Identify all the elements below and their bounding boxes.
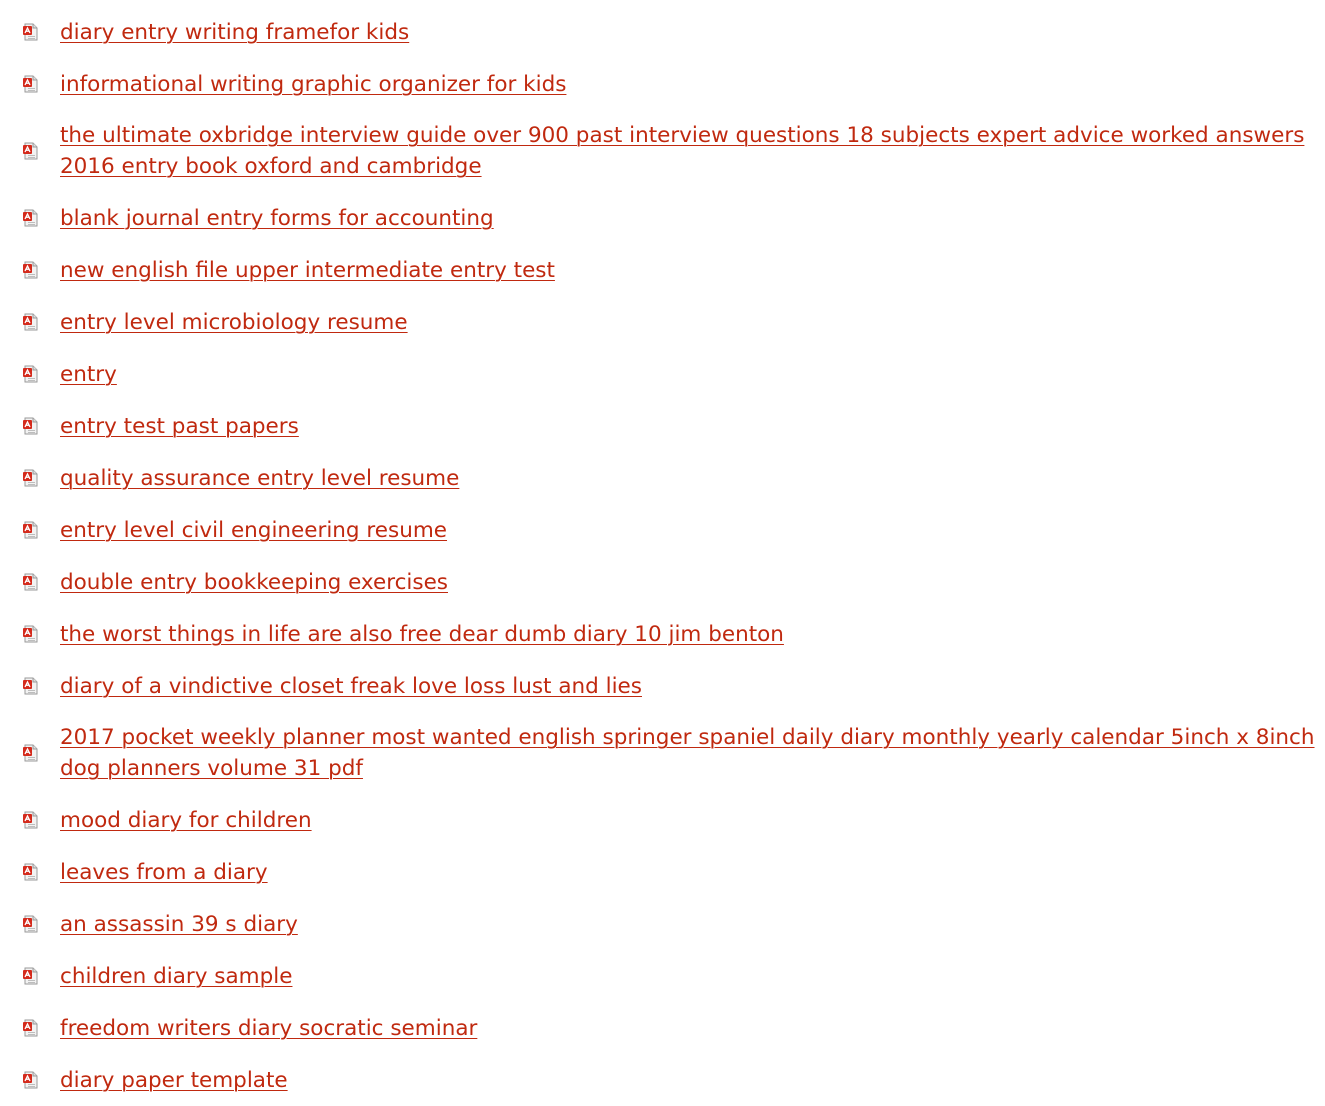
document-link[interactable]: blank journal entry forms for accounting <box>60 205 494 231</box>
document-link[interactable]: new english file upper intermediate entry test <box>60 257 555 283</box>
document-link[interactable]: the worst things in life are also free dear dumb diary 10 jim benton <box>60 621 784 647</box>
document-link[interactable]: quality assurance entry level resume <box>60 465 460 491</box>
pdf-file-icon <box>22 209 40 227</box>
document-link[interactable]: entry <box>60 361 117 387</box>
pdf-file-icon <box>22 469 40 487</box>
pdf-file-icon <box>22 313 40 331</box>
document-link[interactable]: freedom writers diary socratic seminar <box>60 1015 478 1041</box>
list-item <box>0 712 1325 794</box>
pdf-file-icon <box>22 417 40 435</box>
list-item <box>0 400 1325 452</box>
list-item <box>0 556 1325 608</box>
pdf-file-icon <box>22 967 40 985</box>
document-link[interactable]: diary paper template <box>60 1067 288 1093</box>
pdf-file-icon <box>22 744 40 762</box>
pdf-file-icon <box>22 75 40 93</box>
list-item <box>0 608 1325 660</box>
list-item <box>0 504 1325 556</box>
pdf-file-icon <box>22 811 40 829</box>
pdf-file-icon <box>22 23 40 41</box>
document-link[interactable]: mood diary for children <box>60 807 312 833</box>
list-item <box>0 348 1325 400</box>
list-item <box>0 58 1325 110</box>
document-link[interactable]: children diary sample <box>60 963 293 989</box>
pdf-file-icon <box>22 1019 40 1037</box>
pdf-file-icon <box>22 677 40 695</box>
pdf-file-icon <box>22 521 40 539</box>
list-item <box>0 192 1325 244</box>
pdf-file-icon <box>22 625 40 643</box>
document-link[interactable]: informational writing graphic organizer for kids <box>60 71 567 97</box>
document-link[interactable]: diary of a vindictive closet freak love loss lust and lies <box>60 673 642 699</box>
document-link[interactable]: leaves from a diary <box>60 859 268 885</box>
list-item <box>0 296 1325 348</box>
list-item <box>0 898 1325 950</box>
document-link[interactable]: entry level microbiology resume <box>60 309 408 335</box>
list-item <box>0 1002 1325 1054</box>
document-link[interactable]: 2017 pocket weekly planner most wanted english springer spaniel daily diary monthly yearly calendar 5inch x 8inch dog planners volume 31 pdf <box>60 725 1315 781</box>
pdf-file-icon <box>22 573 40 591</box>
list-item <box>0 846 1325 898</box>
pdf-file-icon <box>22 142 40 160</box>
list-item <box>0 794 1325 846</box>
pdf-file-icon <box>22 365 40 383</box>
list-item <box>0 110 1325 192</box>
pdf-file-icon <box>22 863 40 881</box>
document-link[interactable]: diary entry writing framefor kids <box>60 19 410 45</box>
list-item <box>0 6 1325 58</box>
list-item <box>0 660 1325 712</box>
document-link[interactable]: the ultimate oxbridge interview guide over 900 past interview questions 18 subjects expert advice worked answers 2016 entry book oxford and cambridge <box>60 123 1305 179</box>
list-item <box>0 244 1325 296</box>
document-link[interactable]: entry test past papers <box>60 413 299 439</box>
list-item <box>0 950 1325 1002</box>
pdf-file-icon <box>22 1071 40 1089</box>
list-item <box>0 452 1325 504</box>
document-link[interactable]: double entry bookkeeping exercises <box>60 569 448 595</box>
pdf-file-icon <box>22 915 40 933</box>
document-link[interactable]: an assassin 39 s diary <box>60 911 298 937</box>
document-link[interactable]: entry level civil engineering resume <box>60 517 448 543</box>
pdf-file-icon <box>22 261 40 279</box>
list-item <box>0 1054 1325 1106</box>
